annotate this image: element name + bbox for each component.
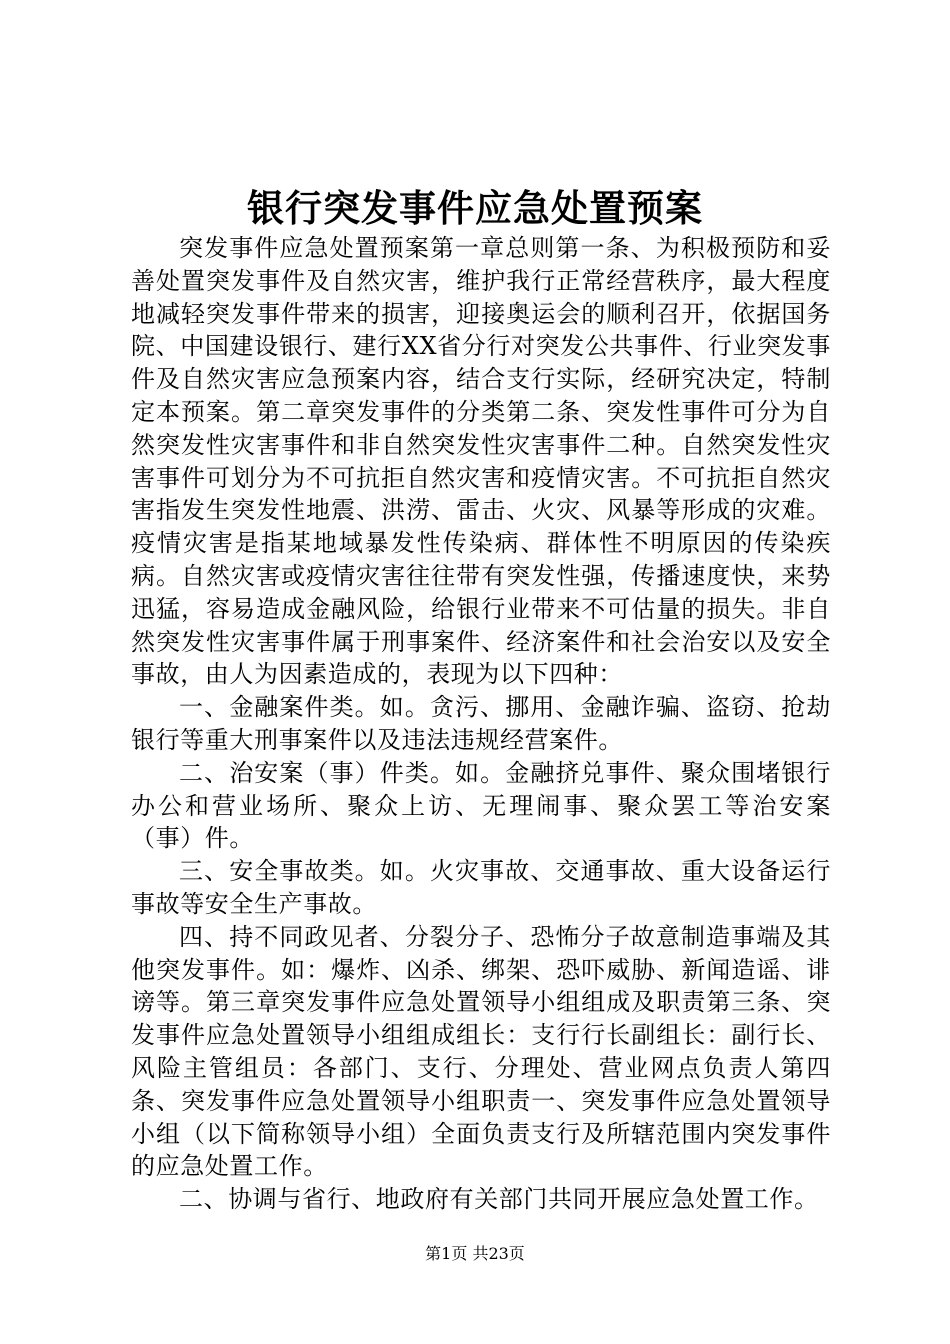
document-title: 银行突发事件应急处置预案 bbox=[247, 186, 703, 230]
document-body bbox=[131, 232, 831, 1216]
paragraph-1: 突发事件应急处置预案第一章总则第一条、为积极预防和妥善处置突发事件及自然灾害，维护我行正常经营秩序，最大程度地减轻突发事件带来的损害，迎接奥运会的顺利召开，依据国务院、中国建设银行、建行XX省分行对突发公共事件、行业突发事件及自然灾害应急预案内容，结合支行实际，经研究决定，特制定本预案。第二章突发事件的分类第二条、突发性事件可分为自然突发性灾害事件和非自然突发性灾害事件二种。自然突发性灾害事件可划分为不可抗拒自然灾害和疫情灾害。不可抗拒自然灾害指发生突发性地震、洪涝、雷击、火灾、风暴等形成的灾难。疫情灾害是指某地域暴发性传染病、群体性不明原因的传染疾病。自然灾害或疫情灾害往往带有突发性强，传播速度快，来势迅猛，容易造成金融风险，给银行业带来不可估量的损失。非自然突发性灾害事件属于刑事案件、经济案件和社会治安以及安全事故，由人为因素造成的，表现为以下四种： bbox=[131, 234, 831, 689]
page-number-footer: 第1页 共23页 bbox=[425, 1244, 525, 1263]
paragraph-3: 二、治安案（事）件类。如。金融挤兑事件、聚众围堵银行办公和营业场所、聚众上访、无理闹事、聚众罢工等治安案（事）件。 bbox=[131, 758, 831, 853]
paragraph-5: 四、持不同政见者、分裂分子、恐怖分子故意制造事端及其他突发事件。如：爆炸、凶杀、绑架、恐吓威胁、新闻造谣、诽谤等。第三章突发事件应急处置领导小组组成及职责第三条、突发事件应急处置领导小组组成组长：支行行长副组长：副行长、风险主管组员：各部门、支行、分理处、营业网点负责人第四条、突发事件应急处置领导小组职责一、突发事件应急处置领导小组（以下简称领导小组）全面负责支行及所辖范围内突发事件的应急处置工作。 bbox=[131, 922, 831, 1181]
paragraph-4: 三、安全事故类。如。火灾事故、交通事故、重大设备运行事故等安全生产事故。 bbox=[131, 857, 831, 918]
paragraph-2: 一、金融案件类。如。贪污、挪用、金融诈骗、盗窃、抢劫银行等重大刑事案件以及违法违规经营案件。 bbox=[131, 693, 831, 754]
paragraph-6: 二、协调与省行、地政府有关部门共同开展应急处置工作。 bbox=[179, 1185, 819, 1214]
